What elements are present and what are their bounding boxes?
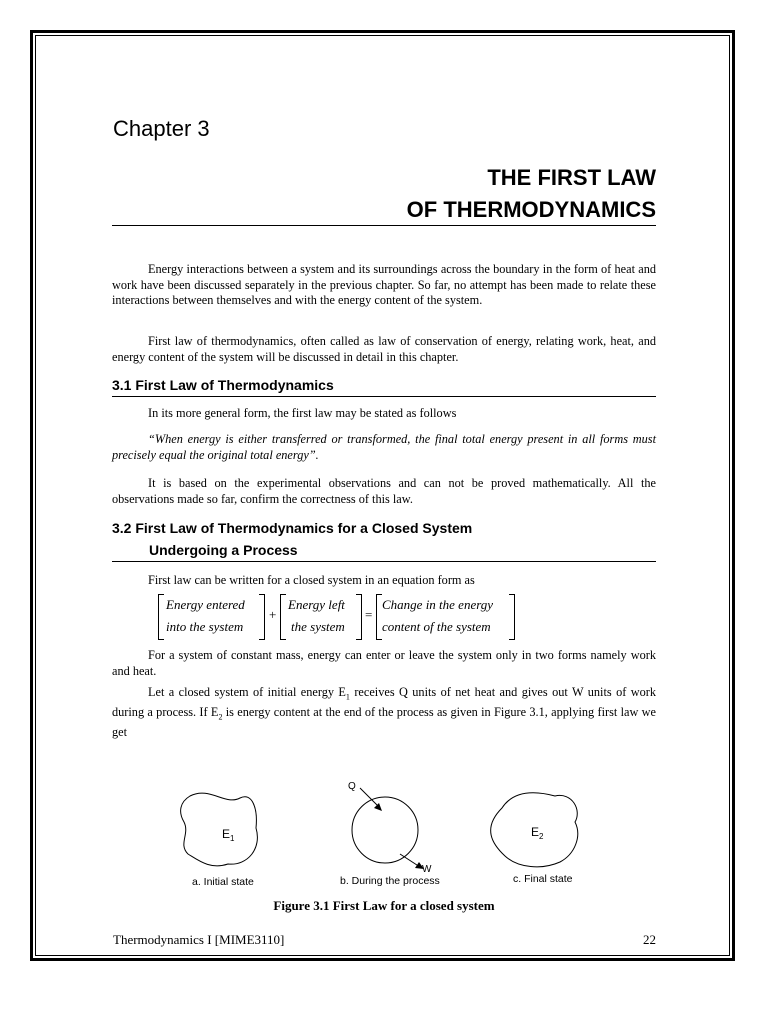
initial-state-boundary: [181, 793, 258, 866]
intro-paragraph-2: First law of thermodynamics, often called as law of conservation of energy, relating work, heat, and energy content of the system will be discussed in detail in this chapter.: [112, 334, 656, 364]
equation-term1-line1: Energy entered: [166, 597, 245, 612]
figure-caption: Figure 3.1 First Law for a closed system: [273, 898, 495, 913]
equation-term2-line1: Energy left: [288, 597, 345, 612]
chapter-label: Chapter 3: [113, 116, 210, 141]
first-law-quote: “When energy is either transferred or transformed, the final total energy present in all forms must precisely equal the original total energy”.: [112, 432, 656, 462]
bracket-right-3: [509, 594, 515, 640]
figure-label-during-process: b. During the process: [340, 875, 440, 887]
w-label: W: [422, 864, 432, 875]
equation-equals: =: [365, 607, 373, 622]
first-law-equation: [158, 594, 518, 638]
chapter-title-line1: THE FIRST LAW: [487, 165, 656, 190]
section-3-2-rule: [112, 561, 656, 562]
equation-term2-line2: the system: [291, 619, 345, 634]
section-3-2-paragraph-1: First law can be written for a closed system in an equation form as: [148, 573, 475, 587]
figure-label-initial-state: a. Initial state: [192, 876, 254, 888]
heat-arrowhead: [374, 803, 382, 811]
section-3-1-paragraph-1: In its more general form, the first law may be stated as follows: [148, 406, 457, 420]
section-3-2-paragraph-3: Let a closed system of initial energy $E_1$ receives Q units of net heat and gives out W units of work during a process. If $E_2$ is energy content at the end of the process as given in Figure 3.1, applying first law we get: [112, 685, 656, 739]
equation-plus: +: [269, 607, 277, 622]
e1-label: $E_1$: [222, 827, 235, 843]
equation-term3-line2: content of the system: [382, 619, 491, 634]
bracket-right-1: [259, 594, 265, 640]
bracket-left-1: [158, 594, 164, 640]
figure-label-final-state: c. Final state: [513, 873, 573, 885]
page-number: 22: [643, 932, 656, 947]
section-3-2-heading-line1: 3.2 First Law of Thermodynamics for a Closed System: [112, 520, 473, 536]
q-label: Q: [348, 781, 356, 792]
chapter-title-line2: OF THERMODYNAMICS: [406, 197, 656, 222]
bracket-right-2: [356, 594, 362, 640]
figure-3-1-diagram: [170, 778, 600, 878]
intro-paragraph-1: Energy interactions between a system and its surroundings across the boundary in the form of heat and work have been discussed separately in the previous chapter. So far, no attempt has been made to relate these interactions between themselves and with the energy content of the system.: [112, 262, 656, 307]
equation-term1-line2: into the system: [166, 619, 244, 634]
equation-term3-line1: Change in the energy: [382, 597, 494, 612]
section-3-1-rule: [112, 396, 656, 397]
footer-course-title: Thermodynamics I [MIME3110]: [113, 932, 285, 947]
section-3-1-paragraph-2: It is based on the experimental observations and can not be proved mathematically. All the observations made so far, confirm the correctness of this law.: [112, 476, 656, 506]
section-3-2-paragraph-2: For a system of constant mass, energy can enter or leave the system only in two forms namely work and heat.: [112, 648, 656, 678]
process-state-boundary: [352, 797, 418, 863]
e2-label: $E_2$: [531, 825, 544, 841]
section-3-2-heading-line2: Undergoing a Process: [149, 542, 298, 558]
bracket-left-2: [280, 594, 286, 640]
title-rule: [112, 225, 656, 226]
section-3-1-heading: 3.1 First Law of Thermodynamics: [112, 377, 334, 393]
